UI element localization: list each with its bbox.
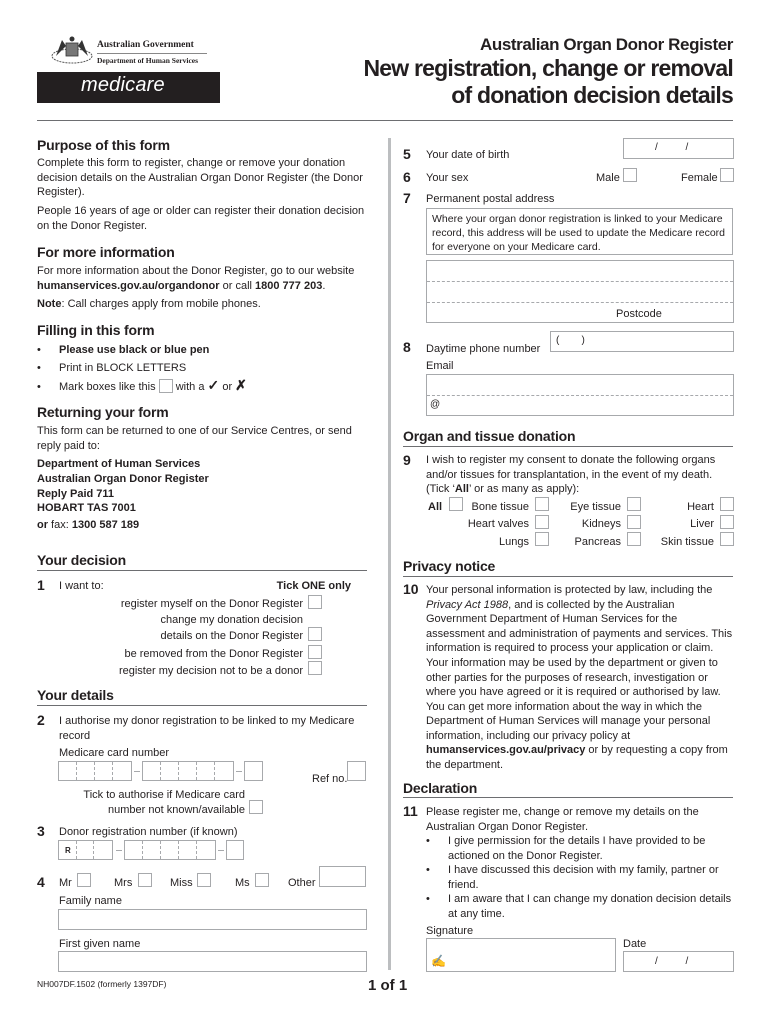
organ-pancreas-label: Pancreas xyxy=(574,536,621,548)
note-body: : Call charges apply from mobile phones. xyxy=(61,298,261,310)
declaration-bullet-3-text: I am aware that I can change my donation decision details at any time. xyxy=(448,893,732,920)
ref-no-input[interactable] xyxy=(347,761,366,781)
organ-heading: Organ and tissue donation xyxy=(403,428,576,444)
family-name-label: Family name xyxy=(59,895,122,907)
q11-number: 11 xyxy=(403,803,418,819)
more-info-heading: For more information xyxy=(37,244,175,260)
bullet: • xyxy=(37,344,41,356)
sample-checkbox xyxy=(159,379,173,393)
filling-heading: Filling in this form xyxy=(37,322,155,338)
organ-kidneys-label: Kidneys xyxy=(581,518,621,530)
fax-label: fax: xyxy=(48,519,72,531)
signature-label: Signature xyxy=(426,925,474,937)
organ-lungs-checkbox[interactable] xyxy=(535,532,549,546)
organ-heart-label: Heart xyxy=(687,501,714,513)
q7-number: 7 xyxy=(403,190,411,206)
register-name: Australian Organ Donor Register xyxy=(479,35,733,54)
gov-line-1: Australian Government xyxy=(97,40,194,50)
organ-heart-valves-checkbox[interactable] xyxy=(535,515,549,529)
tick-mark-icon: ✓ xyxy=(207,377,220,393)
gov-line-2: Department of Human Services xyxy=(97,56,199,65)
medicare-logo-text: medicare xyxy=(81,74,165,96)
privacy-text-2 xyxy=(426,656,734,772)
phone-label: Daytime phone number xyxy=(426,343,541,355)
signature-pen-icon: ✍ xyxy=(431,954,446,968)
date-label: Date xyxy=(623,938,647,950)
bullet-1-text: Please use black or blue pen xyxy=(59,344,210,356)
period: . xyxy=(322,279,326,292)
purpose-text-2: People 16 years of age or older can register their donation decision on the Donor Register. xyxy=(37,205,365,232)
email-label: Email xyxy=(426,360,454,372)
info-phone: 1800 777 203 xyxy=(255,279,323,292)
filling-bullet-2 xyxy=(37,361,186,376)
declaration-date-slashes: / / xyxy=(655,956,689,967)
not-known-checkbox[interactable] xyxy=(249,800,263,814)
medicare-number-part-1[interactable] xyxy=(58,761,132,781)
bullet-3-mid: with a xyxy=(175,381,205,393)
declaration-bullet-2 xyxy=(426,863,734,892)
medicare-hyphen-2 xyxy=(236,771,242,772)
donor-number-part-1[interactable] xyxy=(58,840,113,860)
email-divider xyxy=(427,395,733,396)
organ-bone-tissue-checkbox[interactable] xyxy=(535,497,549,511)
title-ms-checkbox[interactable] xyxy=(255,873,269,887)
title-miss-label: Miss xyxy=(170,877,193,889)
bullet-2-text: Print in BLOCK LETTERS xyxy=(59,362,187,374)
organ-all-checkbox[interactable] xyxy=(449,497,463,511)
declaration-date-input[interactable] xyxy=(623,951,734,972)
tick-one-note: Tick ONE only xyxy=(276,580,351,592)
bullet: • xyxy=(37,381,41,393)
privacy-p1-b: , and is collected by the Australian Government Department of Human Services for the assessment and administration of payments and services. This information is required to process your application or claim. xyxy=(426,598,733,654)
female-label: Female xyxy=(681,172,718,184)
decision-heading: Your decision xyxy=(37,552,126,568)
cross-mark-icon: ✗ xyxy=(235,377,247,393)
organ-pancreas-checkbox[interactable] xyxy=(627,532,641,546)
decision-option-register: register myself on the Donor Register xyxy=(120,598,303,610)
q1-number: 1 xyxy=(37,577,45,593)
male-label: Male xyxy=(596,172,620,184)
tick-suffix: ’ or as many as apply): xyxy=(468,483,580,495)
first-name-input[interactable] xyxy=(58,951,367,972)
donor-hyphen-2 xyxy=(218,850,224,851)
donor-prefix: R xyxy=(59,841,77,859)
page-title-line-2: of donation decision details xyxy=(451,82,733,108)
phone-input[interactable] xyxy=(550,331,734,352)
declaration-bullet-1-text: I give permission for the details I have provided to be actioned on the Donor Register. xyxy=(448,835,706,862)
page-indicator: 1 of 1 xyxy=(368,977,408,994)
ref-no-label: Ref no. xyxy=(312,773,348,785)
q6-number: 6 xyxy=(403,169,411,185)
organ-heart-valves-label: Heart valves xyxy=(467,518,529,530)
bullet: • xyxy=(37,362,41,374)
page-title-line-1: New registration, change or removal xyxy=(363,55,733,81)
or-call-text: or call xyxy=(219,279,256,292)
organ-bone-tissue-label: Bone tissue xyxy=(471,501,529,513)
declaration-bullet-3 xyxy=(426,892,734,921)
medicare-label: Medicare card number xyxy=(59,747,170,759)
filling-bullet-3 xyxy=(37,378,247,395)
organ-kidneys-checkbox[interactable] xyxy=(627,515,641,529)
bullet: • xyxy=(426,864,430,876)
female-checkbox[interactable] xyxy=(720,168,734,182)
first-name-label: First given name xyxy=(59,938,141,950)
more-info-text xyxy=(37,264,377,293)
q4-number: 4 xyxy=(37,874,45,890)
q1-label: I want to: xyxy=(59,580,104,592)
address-line-2: Australian Organ Donor Register xyxy=(37,473,209,485)
phone-parens: ( ) xyxy=(556,335,585,346)
gov-divider xyxy=(97,53,207,54)
decision-checkbox-change[interactable] xyxy=(308,627,322,641)
bullet: • xyxy=(426,835,430,847)
bullet-3-prefix: Mark boxes like this xyxy=(59,381,156,393)
medicare-number-part-3[interactable] xyxy=(244,761,263,781)
donor-number-part-2[interactable] xyxy=(124,840,216,860)
decision-option-change-1: change my donation decision xyxy=(160,614,303,626)
sex-label: Your sex xyxy=(426,172,469,184)
coat-of-arms-icon xyxy=(50,34,94,66)
organ-skin-tissue-label: Skin tissue xyxy=(660,536,714,548)
address-line-3: Reply Paid 711 xyxy=(37,488,115,500)
details-rule xyxy=(37,705,367,706)
title-miss-checkbox[interactable] xyxy=(197,873,211,887)
male-checkbox[interactable] xyxy=(623,168,637,182)
address-note-text: Where your organ donor registration is linked to your Medicare record, this address will be used to update the Medicare record for everyone on your Medicare card. xyxy=(432,213,725,253)
organdonor-link[interactable]: humanservices.gov.au/organdonor xyxy=(37,279,220,292)
family-name-input[interactable] xyxy=(58,909,367,930)
privacy-heading: Privacy notice xyxy=(403,558,496,574)
tick-all: All xyxy=(454,483,469,495)
privacy-rule xyxy=(403,576,733,577)
organ-heart-checkbox[interactable] xyxy=(720,497,734,511)
column-divider xyxy=(388,138,391,970)
decision-rule xyxy=(37,570,367,571)
medicare-banner xyxy=(37,72,220,103)
decision-option-change-2: details on the Donor Register xyxy=(160,630,303,642)
organ-rule xyxy=(403,446,733,447)
not-known-line-1: Tick to authorise if Medicare card xyxy=(83,789,245,801)
q10-number: 10 xyxy=(403,581,419,597)
organ-skin-tissue-checkbox[interactable] xyxy=(720,532,734,546)
fax-or: or xyxy=(37,519,48,531)
q8-number: 8 xyxy=(403,339,411,355)
q2-number: 2 xyxy=(37,712,45,728)
address-line-divider-2 xyxy=(427,302,733,303)
decision-option-not-donor: register my decision not to be a donor xyxy=(118,665,303,677)
q5-number: 5 xyxy=(403,146,411,162)
title-mr-label: Mr xyxy=(59,877,72,889)
declaration-rule xyxy=(403,797,733,798)
privacy-text-1 xyxy=(426,583,734,656)
postcode-label: Postcode xyxy=(616,308,662,320)
title-mrs-label: Mrs xyxy=(114,877,133,889)
title-mr-checkbox[interactable] xyxy=(77,873,91,887)
filling-bullet-1 xyxy=(37,343,209,358)
purpose-heading: Purpose of this form xyxy=(37,137,170,153)
organ-all-label: All xyxy=(428,501,443,513)
q9-tick-instruction xyxy=(426,482,579,497)
note-label: Note xyxy=(37,298,62,310)
form-code: NH007DF.1502 (formerly 1397DF) xyxy=(37,979,167,989)
declaration-bullet-1 xyxy=(426,834,734,863)
q3-number: 3 xyxy=(37,823,45,839)
purpose-text-1: Complete this form to register, change or remove your donation decision details on the Australian Organ Donor Register (the Donor Register). xyxy=(37,157,363,198)
address-input[interactable] xyxy=(426,260,734,323)
dob-slashes: / / xyxy=(655,142,689,153)
fax-line xyxy=(37,518,139,533)
organ-eye-tissue-label: Eye tissue xyxy=(570,501,621,513)
bullet: • xyxy=(426,893,430,905)
more-info-prefix: For more information about the Donor Register, go to our website xyxy=(37,265,355,277)
decision-checkbox-not-donor[interactable] xyxy=(308,661,322,675)
not-known-line-2: number not known/available xyxy=(108,804,245,816)
signature-input[interactable] xyxy=(426,938,616,972)
decision-checkbox-remove[interactable] xyxy=(308,645,322,659)
decision-option-remove: be removed from the Donor Register xyxy=(124,648,303,660)
donor-number-part-3[interactable] xyxy=(226,840,244,860)
tick-prefix: (Tick ‘ xyxy=(426,483,455,495)
medicare-number-part-2[interactable] xyxy=(142,761,234,781)
decision-checkbox-register[interactable] xyxy=(308,595,322,609)
address-note-box xyxy=(426,208,733,255)
fax-number: 1300 587 189 xyxy=(71,519,140,531)
privacy-p2-a: Your information may be used by the department or given to other parties for the purposes of research, investigation or where you have agreed or it is required or authorised by law. You can get more information about the way in which the Department of Human Services will manage your personal information, including our privacy policy at xyxy=(426,657,721,742)
privacy-p2-b: or by requesting a copy from the department. xyxy=(426,744,728,771)
header-rule xyxy=(37,120,733,121)
privacy-link[interactable]: humanservices.gov.au/privacy xyxy=(426,744,586,756)
privacy-act-name: Privacy Act 1988 xyxy=(426,598,509,611)
address-line-1: Department of Human Services xyxy=(37,458,201,470)
organ-liver-checkbox[interactable] xyxy=(720,515,734,529)
title-other-label: Other xyxy=(288,877,316,889)
address-line-4: HOBART TAS 7001 xyxy=(37,502,136,514)
q3-label: Donor registration number (if known) xyxy=(59,826,238,838)
note-text xyxy=(37,297,261,312)
email-at-sign: @ xyxy=(430,399,441,410)
declaration-bullet-2-text: I have discussed this decision with my family, partner or friend. xyxy=(448,864,719,891)
dob-label: Your date of birth xyxy=(426,149,510,161)
privacy-p1-a: Your personal information is protected by law, including the xyxy=(426,584,713,596)
dob-input[interactable] xyxy=(623,138,734,159)
returning-text: This form can be returned to one of our Service Centres, or send reply paid to: xyxy=(37,425,352,452)
title-mrs-checkbox[interactable] xyxy=(138,873,152,887)
address-label: Permanent postal address xyxy=(426,193,555,205)
donor-hyphen-1 xyxy=(116,850,122,851)
medicare-hyphen-1 xyxy=(134,771,140,772)
q9-number: 9 xyxy=(403,452,411,468)
returning-heading: Returning your form xyxy=(37,404,169,420)
details-heading: Your details xyxy=(37,687,114,703)
organ-eye-tissue-checkbox[interactable] xyxy=(627,497,641,511)
email-input[interactable] xyxy=(426,374,734,416)
address-line-divider-1 xyxy=(427,281,733,282)
title-other-input[interactable] xyxy=(319,866,366,887)
title-ms-label: Ms xyxy=(235,877,250,889)
q2-text: I authorise my donor registration to be linked to my Medicare record xyxy=(59,715,355,742)
organ-liver-label: Liver xyxy=(690,518,714,530)
q9-text: I wish to register my consent to donate the following organs and/or tissues for transplantation, in the event of my death. xyxy=(426,454,716,481)
declaration-heading: Declaration xyxy=(403,780,478,796)
organ-lungs-label: Lungs xyxy=(499,536,529,548)
bullet-3-or: or xyxy=(222,381,233,393)
declaration-intro: Please register me, change or remove my details on the Australian Organ Donor Register. xyxy=(426,806,699,833)
